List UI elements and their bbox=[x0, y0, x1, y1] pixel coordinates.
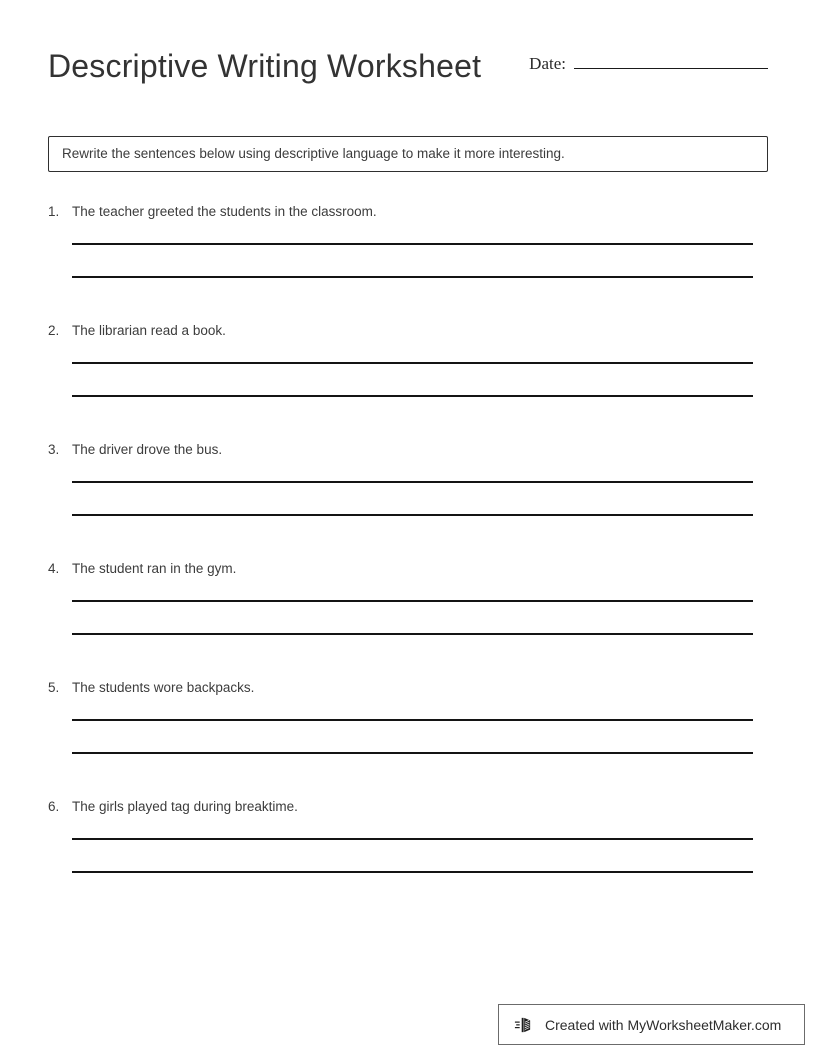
answer-line[interactable] bbox=[72, 752, 753, 754]
answer-line[interactable] bbox=[72, 871, 753, 873]
question-number: 1. bbox=[48, 204, 60, 219]
question-text: The girls played tag during breaktime. bbox=[72, 799, 298, 814]
answer-line[interactable] bbox=[72, 600, 753, 602]
question-heading bbox=[48, 560, 768, 578]
question-text: The students wore backpacks. bbox=[72, 680, 255, 695]
question-heading bbox=[48, 322, 768, 340]
instruction-box bbox=[48, 136, 768, 172]
question-number: 3. bbox=[48, 442, 60, 457]
question-number: 2. bbox=[48, 323, 60, 338]
answer-line[interactable] bbox=[72, 838, 753, 840]
question-heading bbox=[48, 798, 768, 816]
myworksheetmaker-logo-icon bbox=[514, 1014, 536, 1036]
badge-text: Created with MyWorksheetMaker.com bbox=[545, 1016, 782, 1033]
date-input-line[interactable] bbox=[574, 67, 768, 69]
answer-lines bbox=[72, 243, 753, 278]
answer-line[interactable] bbox=[72, 719, 753, 721]
question-text: The driver drove the bus. bbox=[72, 442, 223, 457]
question-number: 5. bbox=[48, 680, 60, 695]
date-field-group bbox=[529, 54, 768, 74]
question-item bbox=[48, 203, 768, 322]
question-text: The teacher greeted the students in the classroom. bbox=[72, 204, 377, 219]
instruction-text: Rewrite the sentences below using descriptive language to make it more interesting. bbox=[62, 145, 565, 161]
worksheet-header bbox=[48, 44, 768, 98]
answer-lines bbox=[72, 600, 753, 635]
answer-line[interactable] bbox=[72, 362, 753, 364]
question-number: 6. bbox=[48, 799, 60, 814]
question-item bbox=[48, 679, 768, 798]
answer-line[interactable] bbox=[72, 395, 753, 397]
question-heading bbox=[48, 203, 768, 221]
date-label: Date: bbox=[529, 54, 566, 73]
page-title: Descriptive Writing Worksheet bbox=[48, 48, 482, 84]
answer-lines bbox=[72, 838, 753, 873]
answer-lines bbox=[72, 481, 753, 516]
question-item bbox=[48, 798, 768, 917]
question-item bbox=[48, 322, 768, 441]
question-item bbox=[48, 441, 768, 560]
question-list bbox=[48, 203, 768, 917]
question-text: The librarian read a book. bbox=[72, 323, 226, 338]
answer-lines bbox=[72, 362, 753, 397]
question-heading bbox=[48, 441, 768, 459]
answer-line[interactable] bbox=[72, 481, 753, 483]
created-with-badge[interactable] bbox=[498, 1004, 805, 1045]
question-item bbox=[48, 560, 768, 679]
answer-line[interactable] bbox=[72, 633, 753, 635]
answer-lines bbox=[72, 719, 753, 754]
question-heading bbox=[48, 679, 768, 697]
answer-line[interactable] bbox=[72, 514, 753, 516]
answer-line[interactable] bbox=[72, 276, 753, 278]
answer-line[interactable] bbox=[72, 243, 753, 245]
question-text: The student ran in the gym. bbox=[72, 561, 237, 576]
question-number: 4. bbox=[48, 561, 60, 576]
